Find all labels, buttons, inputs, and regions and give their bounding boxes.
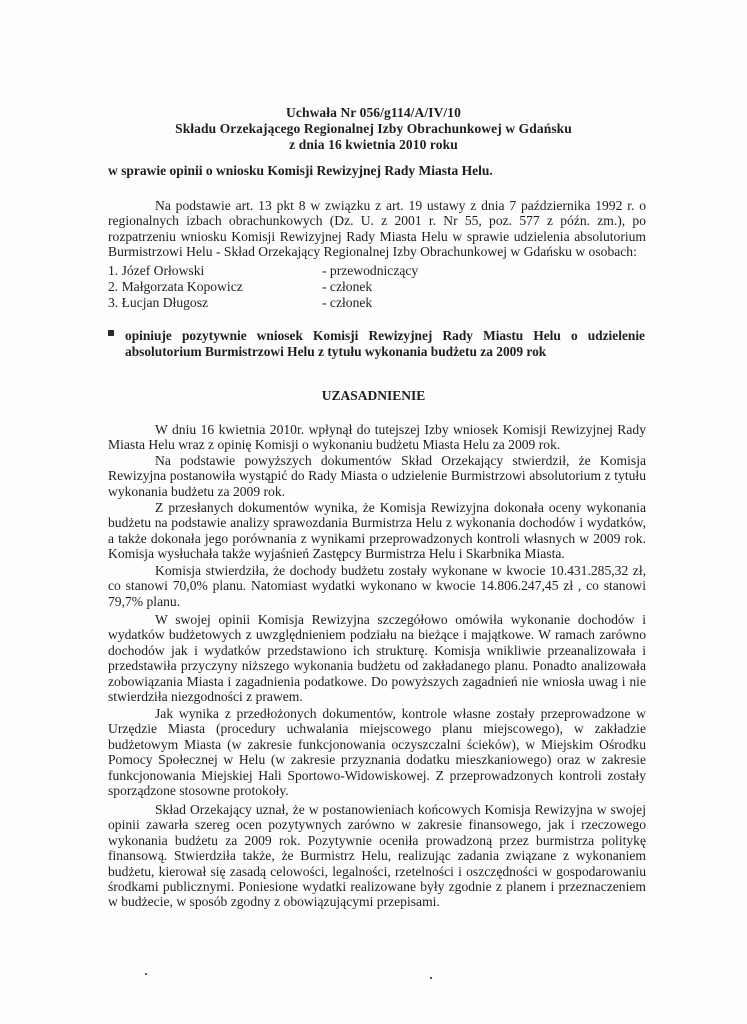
justification-paragraph: W dniu 16 kwietnia 2010r. wpłynął do tutejszej Izby wniosek Komisji Rewizyjnej Rady Miasta Helu wraz z opinię Komisji o wykonaniu budżetu Miasta Helu za 2009 rok.	[108, 422, 646, 453]
justification-title: UZASADNIENIE	[321, 388, 426, 403]
decision-text: opiniuje pozytywnie wniosek Komisji Rewizyjnej Rady Miastu Helu o udzielenie absolutorium Burmistrzowi Helu z tytułu wykonania budżetu za 2009 rok	[125, 328, 645, 359]
member-role: - członek	[322, 295, 373, 310]
scan-speck	[430, 977, 432, 979]
member-name: 2. Małgorzata Kopowicz	[108, 279, 243, 294]
resolution-number: Uchwała Nr 056/g114/A/IV/10	[286, 105, 461, 120]
member-role: - przewodniczący	[322, 263, 419, 278]
justification-paragraph: W swojej opinii Komisja Rewizyjna szczegółowo omówiła wykonanie dochodów i wydatków budżetowych z uwzględnieniem podziału na bieżące i majątkowe. W ramach zarówno dochodów jak i wydatków przedstawiono ich strukturę. Komisja wnikliwie przeanalizowała i przedstawiła przyczyny niższego wykonania budżetu od zakładanego planu. Ponadto analizowała zobowiązania Miasta i zagadnienia podatkowe. Do powyższych zagadnień nie wniosła uwag i nie stwierdziła niezgodności z prawem.	[108, 612, 646, 705]
justification-paragraph: Na podstawie powyższych dokumentów Skład Orzekający stwierdził, że Komisja Rewizyjna postanowiła wystąpić do Rady Miasta o udzielenie Burmistrzowi absolutorium z tytułu wykonania budżetu za 2009 rok.	[108, 453, 646, 499]
member-role: - członek	[322, 279, 373, 294]
scan-speck	[145, 973, 147, 975]
issuing-body: Składu Orzekającego Regionalnej Izby Obrachunkowej w Gdańsku	[175, 121, 572, 136]
bullet-icon	[108, 330, 114, 336]
justification-paragraph: Jak wynika z przedłożonych dokumentów, kontrole własne zostały przeprowadzone w Urzędzie Miasta (procedury uchwalania miejscowego planu miejscowego), w zakładzie budżetowym Miasta (w zakresie funkcjonowania oczyszczalni ścieków), w Miejskim Ośrodku Pomocy Społecznej w Helu (w zakresie przyznania dodatku mieszkaniowego) oraz w zakresie funkcjonowania Miejskiej Hali Sportowo-Widowiskowej. Z przeprowadzonych kontroli zostały sporządzone stosowne protokoły.	[108, 706, 646, 799]
member-name: 1. Józef Orłowski	[108, 263, 205, 278]
justification-paragraph: Skład Orzekający uznał, że w postanowieniach końcowych Komisja Rewizyjna w swojej opinii zawarła szereg ocen pozytywnych zarówno w zakresie finansowego, jak i rzeczowego wykonania budżetu za 2009 rok. Pozytywnie oceniła prowadzoną przez burmistrza politykę finansową. Stwierdziła także, że Burmistrz Helu, realizując zadania związane z wykonaniem budżetu, kierował się zasadą celowości, legalności, rzetelności i oszczędności w gospodarowaniu środkami publicznymi. Poniesione wydatki realizowane były zgodnie z planem i przeznaczeniem w budżecie, w sposób zgodny z obowiązującymi przepisami.	[108, 802, 646, 910]
justification-paragraph: Komisja stwierdziła, że dochody budżetu zostały wykonane w kwocie 10.431.285,32 zł, co stanowi 70,0% planu. Natomiast wydatki wykonano w kwocie 14.806.247,45 zł , co stanowi 79,7% planu.	[108, 563, 646, 609]
resolution-date: z dnia 16 kwietnia 2010 roku	[289, 137, 458, 152]
justification-paragraph: Z przesłanych dokumentów wynika, że Komisja Rewizyjna dokonała oceny wykonania budżetu na podstawie analizy sprawozdania Burmistrza Helu z wykonania dochodów i wydatków, a także dokonała jego porównania z wynikami przeprowadzonych kontroli własnych w 2009 rok. Komisja wysłuchała także wyjaśnień Zastępcy Burmistrza Helu i Skarbnika Miasta.	[108, 500, 646, 562]
member-name: 3. Łucjan Długosz	[108, 295, 209, 310]
resolution-subject: w sprawie opinii o wniosku Komisji Rewizyjnej Rady Miasta Helu.	[108, 163, 493, 178]
intro-paragraph: Na podstawie art. 13 pkt 8 w związku z art. 19 ustawy z dnia 7 października 1992 r. o regionalnych izbach obrachunkowych (Dz. U. z 2001 r. Nr 55, poz. 577 z późn. zm.), po rozpatrzeniu wniosku Komisji Rewizyjnej Rady Miasta Helu w sprawie udzielenia absolutorium Burmistrzowi Helu - Skład Orzekający Regionalnej Izby Obrachunkowej w Gdańsku w osobach:	[108, 198, 646, 260]
